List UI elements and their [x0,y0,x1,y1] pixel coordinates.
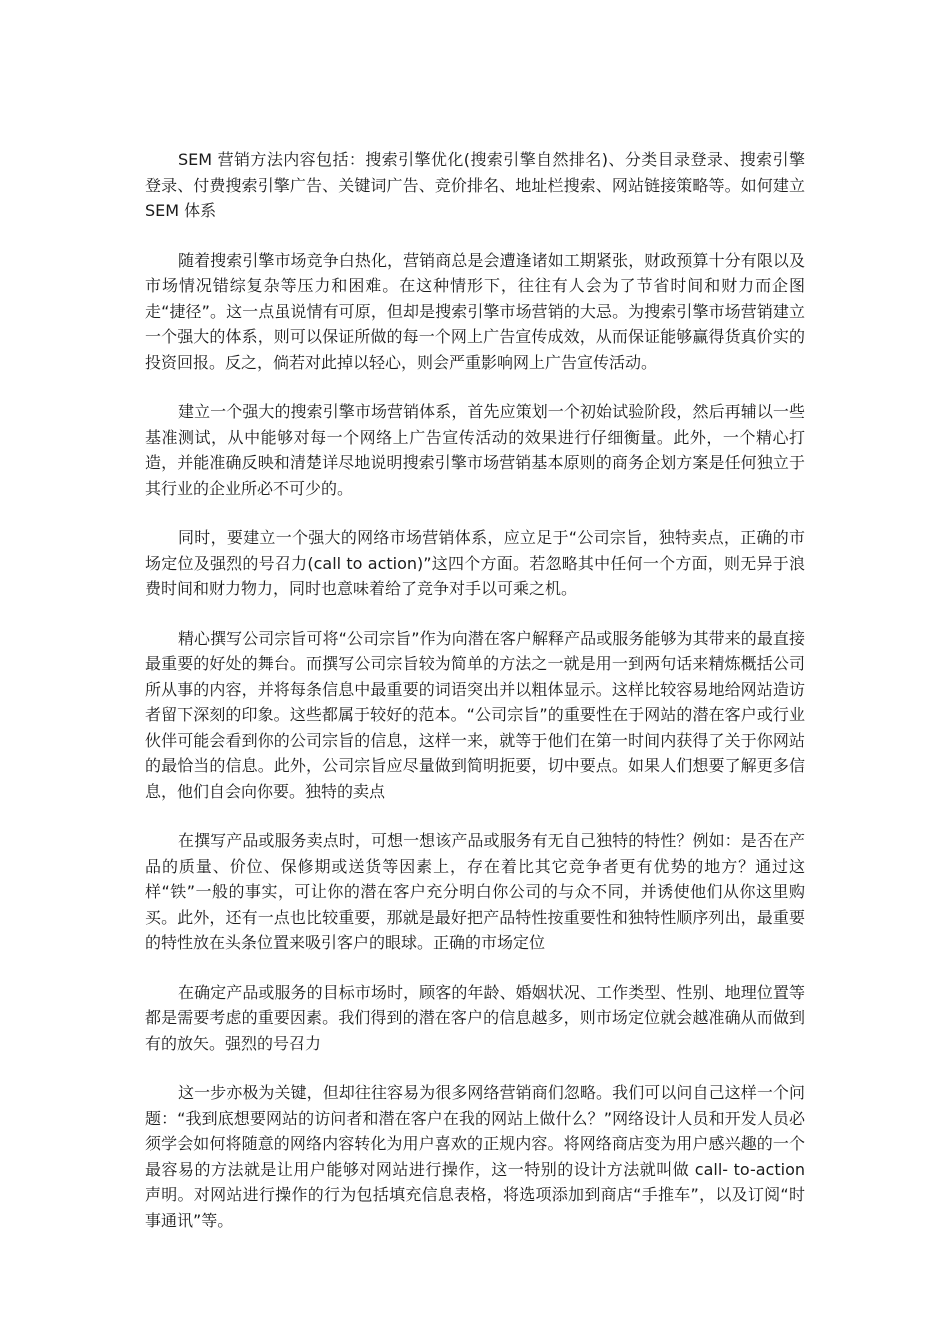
paragraph-competition: 随着搜索引擎市场竞争白热化，营销商总是会遭逢诸如工期紧张，财政预算十分有限以及市场情况错综复杂等压力和困难。在这种情形下，往往有人会为了节省时间和财力而企图走“捷径”。这一点虽说情有可原，但却是搜索引擎市场营销的大忌。为搜索引擎市场营销建立一个强大的体系，则可以保证所做的每一个网上广告宣传成效，从而保证能够赢得货真价实的投资回报。反之，倘若对此掉以轻心，则会严重影响网上广告宣传活动。 [145,250,805,372]
paragraph-selling-points: 在撰写产品或服务卖点时，可想一想该产品或服务有无自己独特的特性？例如：是否在产品的质量、价位、保修期或送货等因素上，存在着比其它竞争者更有优势的地方？通过这样“铁”一般的事实，可让你的潜在客户充分明白你公司的与众不同，并诱使他们从你这里购买。此外，还有一点也比较重要，那就是最好把产品特性按重要性和独特性顺序列出，最重要的特性放在头条位置来吸引客户的眼球。正确的市场定位 [145,831,805,952]
paragraph-call-to-action: 这一步亦极为关键，但却往往容易为很多网络营销商们忽略。我们可以问自己这样一个问题：“我到底想要网站的访问者和潜在客户在我的网站上做什么？”网络设计人员和开发人员必须学会如何将随意的网络内容转化为用户喜欢的正规内容。将网络商店变为用户感兴趣的一个最容易的方法就是让用户能够对网站进行操作，这一特别的设计方法就叫做 call- to-action 声明。对网站进行操作的行为包括填充信息表格，将选项添加到商店“手推车”，以及订阅“时事通讯”等。 [145,1083,805,1230]
paragraph-four-aspects: 同时，要建立一个强大的网络市场营销体系，应立足于“公司宗旨，独特卖点，正确的市场定位及强烈的号召力(call to action)”这四个方面。若忽略其中任何一个方面，则无异于浪费时间和财力物力，同时也意味着给了竞争对手以可乘之机。 [145,528,805,598]
paragraph-sem-methods: SEM 营销方法内容包括：搜索引擎优化(搜索引擎自然排名)、分类目录登录、搜索引擎登录、付费搜索引擎广告、关键词广告、竞价排名、地址栏搜索、网站链接策略等。如何建立 SEM 体系 [145,150,805,220]
paragraph-company-mission: 精心撰写公司宗旨可将“公司宗旨”作为向潜在客户解释产品或服务能够为其带来的最直接最重要的好处的舞台。而撰写公司宗旨较为简单的方法之一就是用一到两句话来精炼概括公司所从事的内容，并将每条信息中最重要的词语突出并以粗体显示。这样比较容易地给网站造访者留下深刻的印象。这些都属于较好的范本。“公司宗旨”的重要性在于网站的潜在客户或行业伙伴可能会看到你的公司宗旨的信息，这样一来，就等于他们在第一时间内获得了关于你网站的最恰当的信息。此外，公司宗旨应尽量做到简明扼要，切中要点。如果人们想要了解更多信息，他们自会向你要。独特的卖点 [145,628,805,801]
paragraph-market-positioning: 在确定产品或服务的目标市场时，顾客的年龄、婚姻状况、工作类型、性别、地理位置等都是需要考虑的重要因素。我们得到的潜在客户的信息越多，则市场定位就会越准确从而做到有的放矢。强烈的号召力 [145,982,805,1053]
document-body [145,147,805,1257]
paragraph-build-system: 建立一个强大的搜索引擎市场营销体系，首先应策划一个初始试验阶段，然后再辅以一些基准测试，从中能够对每一个网络上广告宣传活动的效果进行仔细衡量。此外，一个精心打造，并能准确反映和清楚详尽地说明搜索引擎市场营销基本原则的商务企划方案是任何独立于其行业的企业所必不可少的。 [145,402,805,498]
